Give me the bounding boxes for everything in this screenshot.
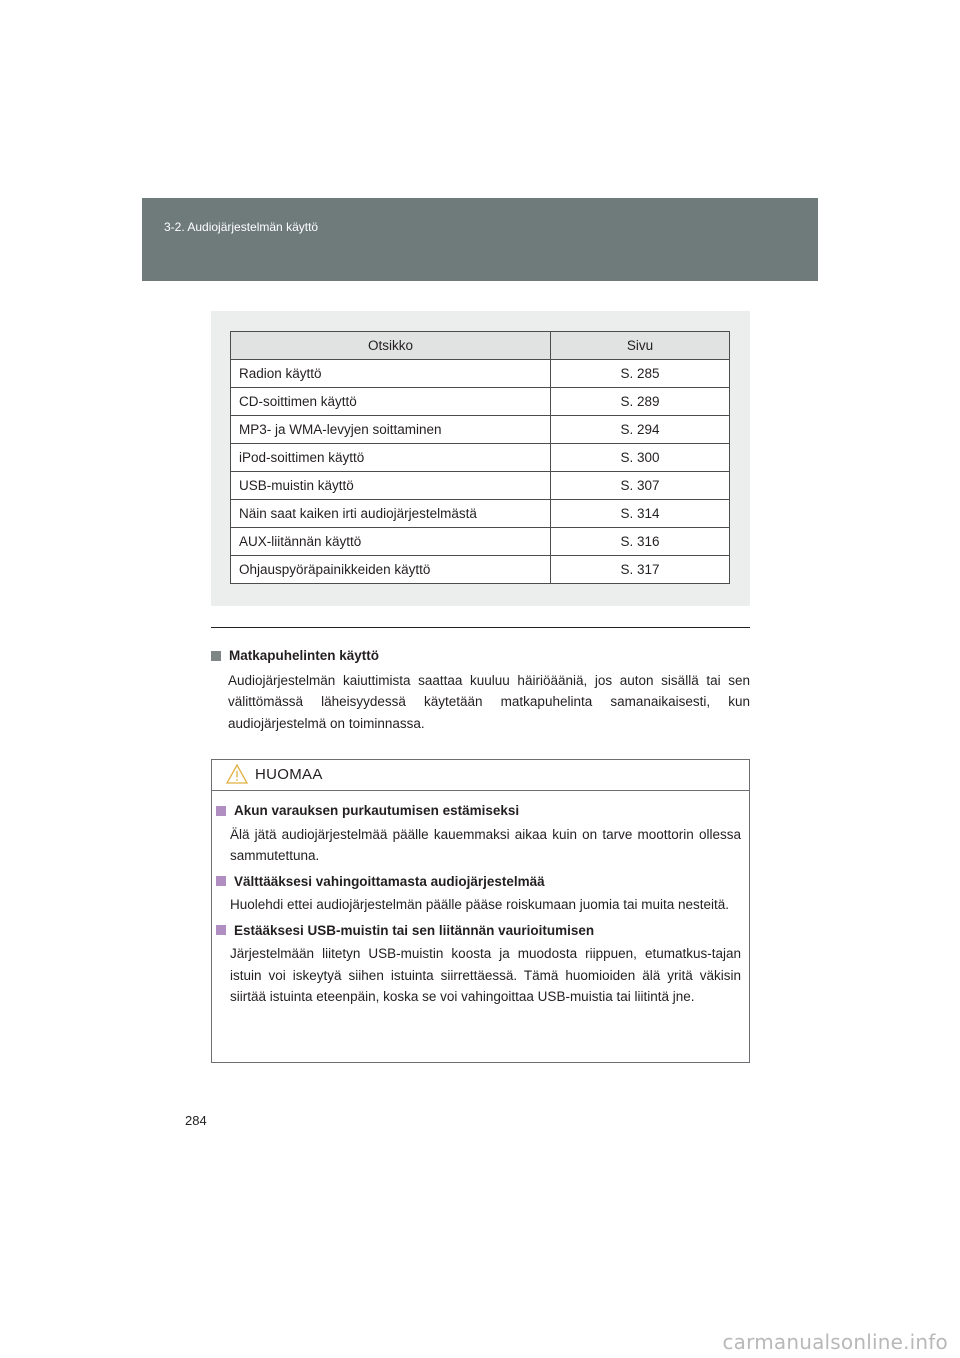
notice-item-heading	[212, 920, 749, 942]
notice-box	[211, 759, 750, 1063]
notice-item-heading-text: Välttääksesi vahingoittamasta audiojärjestelmää	[234, 873, 545, 889]
row-title: MP3- ja WMA-levyjen soittaminen	[231, 416, 551, 444]
table-row	[231, 444, 730, 472]
square-bullet-icon	[216, 925, 226, 935]
row-page: S. 289	[551, 388, 730, 416]
column-header-title: Otsikko	[231, 332, 551, 360]
row-page: S. 294	[551, 416, 730, 444]
info-section	[211, 645, 750, 734]
row-page: S. 314	[551, 500, 730, 528]
notice-item-heading-text: Akun varauksen purkautumisen estämiseksi	[234, 803, 520, 818]
row-page: S. 285	[551, 360, 730, 388]
contents-table	[230, 331, 730, 584]
row-page: S. 307	[551, 472, 730, 500]
table-row	[231, 416, 730, 444]
notice-item-text: Huolehdi ettei audiojärjestelmän päälle pääse roiskumaan juomia tai muita nesteitä.	[230, 897, 730, 912]
notice-item-text: Järjestelmään liitetyn USB-muistin koosta ja muodosta riippuen, etumatkus-tajan istuin voi iskeytyä siihen istuinta siirrettäessä. Tämä huomioiden älä yritä väkisin siirtää istuinta eteenpäin, koska se voi vahingoittaa USB-muistia tai liitintä jne.	[230, 946, 741, 1004]
notice-item-text: Älä jätä audiojärjestelmää päälle kauemmaksi aikaa kuin on tarve moottorin ollessa sammutettuna.	[230, 826, 741, 863]
notice-item-heading-text: Estääksesi USB-muistin tai sen liitännän vaurioitumisen	[234, 922, 595, 938]
section-title: 3-2. Audiojärjestelmän käyttö	[164, 220, 319, 234]
notice-item	[212, 920, 749, 1008]
contents-panel	[211, 311, 750, 606]
info-heading-text: Matkapuhelinten käyttö	[229, 648, 380, 663]
table-row	[231, 472, 730, 500]
section-header-band	[142, 198, 818, 281]
row-title: Näin saat kaiken irti audiojärjestelmästä	[231, 500, 551, 528]
row-page: S. 316	[551, 528, 730, 556]
table-row	[231, 500, 730, 528]
notice-header	[212, 760, 749, 791]
page-number: 284	[185, 1113, 207, 1128]
row-title: USB-muistin käyttö	[231, 472, 551, 500]
square-bullet-icon	[211, 651, 221, 661]
section-divider	[211, 627, 750, 628]
square-bullet-icon	[216, 806, 226, 816]
column-header-page: Sivu	[551, 332, 730, 360]
square-bullet-icon	[216, 876, 226, 886]
warning-triangle-icon	[226, 764, 248, 784]
table-row	[231, 360, 730, 388]
table-row	[231, 556, 730, 584]
row-title: AUX-liitännän käyttö	[231, 528, 551, 556]
table-row	[231, 528, 730, 556]
watermark-text: carmanualsonline.info	[722, 1330, 948, 1354]
info-text: Audiojärjestelmän kaiuttimista saattaa kuuluu häiriöääniä, jos auton sisällä tai sen välittömässä läheisyydessä käytetään matkapuhelinta samanaikaisesti, kun audiojärjestelmä on toiminnassa.	[228, 672, 750, 731]
notice-title: HUOMAA	[255, 766, 323, 783]
info-heading	[211, 645, 750, 667]
row-title: Ohjauspyöräpainikkeiden käyttö	[231, 556, 551, 584]
row-page: S. 317	[551, 556, 730, 584]
notice-item-heading	[212, 871, 749, 893]
row-title: iPod-soittimen käyttö	[231, 444, 551, 472]
row-title: CD-soittimen käyttö	[231, 388, 551, 416]
row-page: S. 300	[551, 444, 730, 472]
notice-item	[212, 800, 749, 867]
notice-item	[212, 871, 749, 916]
table-row	[231, 388, 730, 416]
notice-item-heading	[212, 800, 749, 822]
table-header-row	[231, 332, 730, 360]
row-title: Radion käyttö	[231, 360, 551, 388]
notice-body	[212, 800, 749, 1012]
